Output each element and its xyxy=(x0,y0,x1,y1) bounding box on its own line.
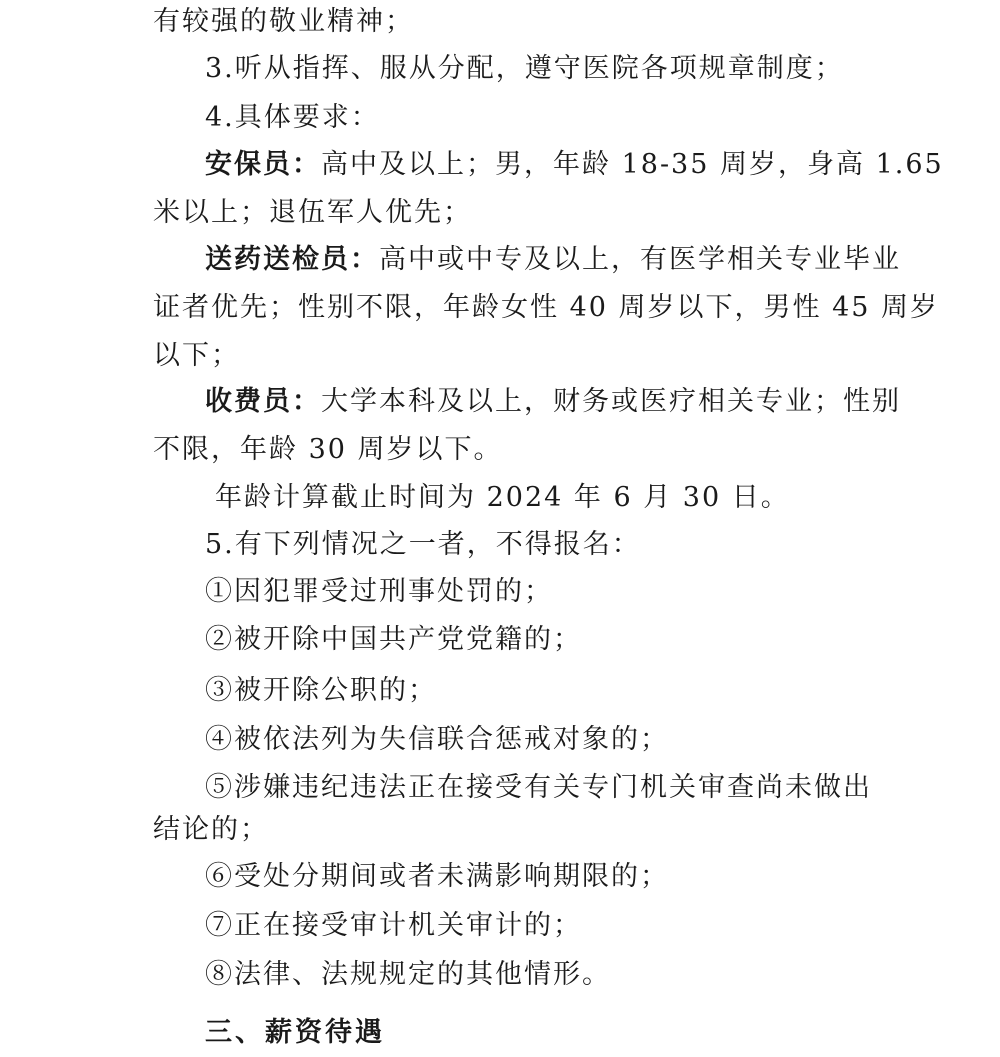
list-item: ①因犯罪受过刑事处罚的； xyxy=(205,576,553,607)
text-line: 有较强的敬业精神； xyxy=(153,6,414,37)
role-label-security: 安保员： xyxy=(205,149,321,180)
text-line: 年龄计算截止时间为 2024 年 6 月 30 日。 xyxy=(215,482,790,513)
text-line: 5.有下列情况之一者，不得报名： xyxy=(205,529,641,560)
list-item: ⑥受处分期间或者未满影响期限的； xyxy=(205,861,669,892)
text-line: 4.具体要求： xyxy=(205,102,380,133)
section-heading: 三、薪资待遇 xyxy=(205,1017,385,1048)
list-item: ③被开除公职的； xyxy=(205,675,437,706)
role-requirements: 高中或中专及以上，有医学相关专业毕业 xyxy=(379,244,901,275)
text-line: 3.听从指挥、服从分配，遵守医院各项规章制度； xyxy=(205,53,844,84)
role-requirements: 高中及以上；男，年龄 18-35 周岁，身高 1.65 xyxy=(321,149,944,180)
role-label-delivery: 送药送检员： xyxy=(205,244,379,275)
role-requirements: 大学本科及以上，财务或医疗相关专业；性别 xyxy=(321,386,901,417)
text-line xyxy=(205,147,944,183)
list-item: ⑤涉嫌违纪违法正在接受有关专门机关审查尚未做出 xyxy=(205,772,872,803)
text-line: 以下； xyxy=(153,340,240,371)
list-item: ⑧法律、法规规定的其他情形。 xyxy=(205,959,611,990)
text-line: 证者优先；性别不限，年龄女性 40 周岁以下，男性 45 周岁 xyxy=(153,292,940,323)
text-line xyxy=(205,384,901,420)
list-item: ⑦正在接受审计机关审计的； xyxy=(205,910,582,941)
text-line: 不限，年龄 30 周岁以下。 xyxy=(153,434,503,465)
list-item: ④被依法列为失信联合惩戒对象的； xyxy=(205,724,669,755)
text-line xyxy=(205,242,901,278)
role-label-cashier: 收费员： xyxy=(205,386,321,417)
list-item: ②被开除中国共产党党籍的； xyxy=(205,624,582,655)
text-line: 米以上；退伍军人优先； xyxy=(153,197,472,228)
list-item-continuation: 结论的； xyxy=(153,814,269,845)
